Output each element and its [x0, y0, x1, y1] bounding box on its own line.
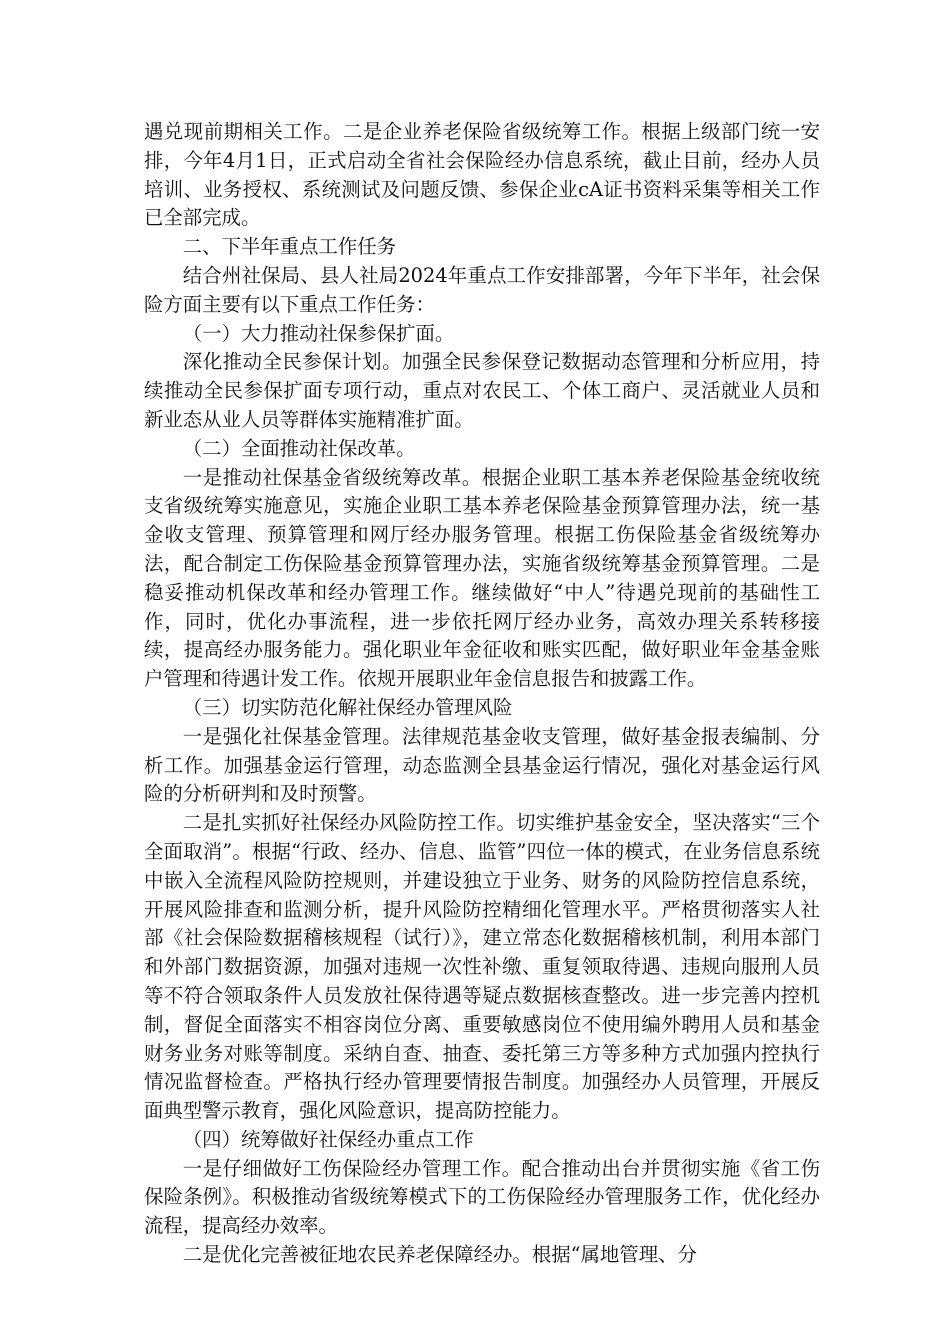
document-body: [144, 118, 820, 1270]
paragraph-continuation: 遇兑现前期相关工作。二是企业养老保险省级统筹工作。根据上级部门统一安排，今年4月1日，正式启动全省社会保险经办信息系统，截止目前，经办人员培训、业务授权、系统测试及问题反馈、参保企业cA证书资料采集等相关工作已全部完成。: [144, 120, 820, 230]
section-heading-second-half-tasks: 二、下半年重点工作任务: [182, 235, 397, 259]
subheading-2: （二）全面推动社保改革。: [182, 436, 416, 460]
paragraph-4a: 一是仔细做好工伤保险经办管理工作。配合推动出台并贯彻实施《省工伤保险条例》。积极推动省级统筹模式下的工伤保险经办管理服务工作，优化经办流程，提高经办效率。: [144, 1156, 820, 1238]
paragraph-1: 深化推动全民参保计划。加强全民参保登记数据动态管理和分析应用，持续推动全民参保扩面专项行动，重点对农民工、个体工商户、灵活就业人员和新业态从业人员等群体实施精准扩面。: [144, 350, 820, 431]
paragraph-2: 一是推动社保基金省级统筹改革。根据企业职工基本养老保险基金统收统支省级统筹实施意见，实施企业职工基本养老保险基金预算管理办法，统一基金收支管理、预算管理和网厅经办服务管理。根据工伤保险基金省级统筹办法，配合制定工伤保险基金预算管理办法，实施省级统筹基金预算管理。二是稳妥推动机保改革和经办管理工作。继续做好“中人”待遇兑现前的基础性工作，同时，优化办事流程，进一步依托网厅经办业务，高效办理关系转移接续，提高经办服务能力。强化职业年金征收和账实匹配，做好职业年金基金账户管理和待遇计发工作。依规开展职业年金信息报告和披露工作。: [144, 465, 820, 691]
paragraph-4b: 二是优化完善被征地农民养老保障经办。根据“属地管理、分: [182, 1243, 697, 1267]
subheading-1: （一）大力推动社保参保扩面。: [182, 321, 455, 345]
subheading-4: （四）统筹做好社保经办重点工作: [182, 1127, 474, 1151]
subheading-3: （三）切实防范化解社保经办管理风险: [182, 695, 513, 719]
paragraph-3b: 二是扎实抓好社保经办风险防控工作。切实维护基金安全，坚决落实“三个全面取消”。根据“行政、经办、信息、监管”四位一体的模式，在业务信息系统中嵌入全流程风险防控规则，并建设独立于业务、财务的风险防控信息系统，开展风险排查和监测分析，提升风险防控精细化管理水平。严格贯彻落实人社部《社会保险数据稽核规程（试行）》，建立常态化数据稽核机制，利用本部门和外部门数据资源，加强对违规一次性补缴、重复领取待遇、违规向服刑人员等不符合领取条件人员发放社保待遇等疑点数据核查整改。进一步完善内控机制，督促全面落实不相容岗位分离、重要敏感岗位不使用编外聘用人员和基金财务业务对账等制度。采纳自查、抽查、委托第三方等多种方式加强内控执行情况监督检查。严格执行经办管理要情报告制度。加强经办人员管理，开展反面典型警示教育，强化风险意识，提高防控能力。: [144, 811, 820, 1123]
paragraph-3a: 一是强化社保基金管理。法律规范基金收支管理，做好基金报表编制、分析工作。加强基金运行管理，动态监测全县基金运行情况，强化对基金运行风险的分析研判和及时预警。: [144, 724, 820, 806]
paragraph-intro: 结合州社保局、县人社局2024年重点工作安排部署，今年下半年，社会保险方面主要有以下重点工作任务：: [144, 263, 820, 316]
